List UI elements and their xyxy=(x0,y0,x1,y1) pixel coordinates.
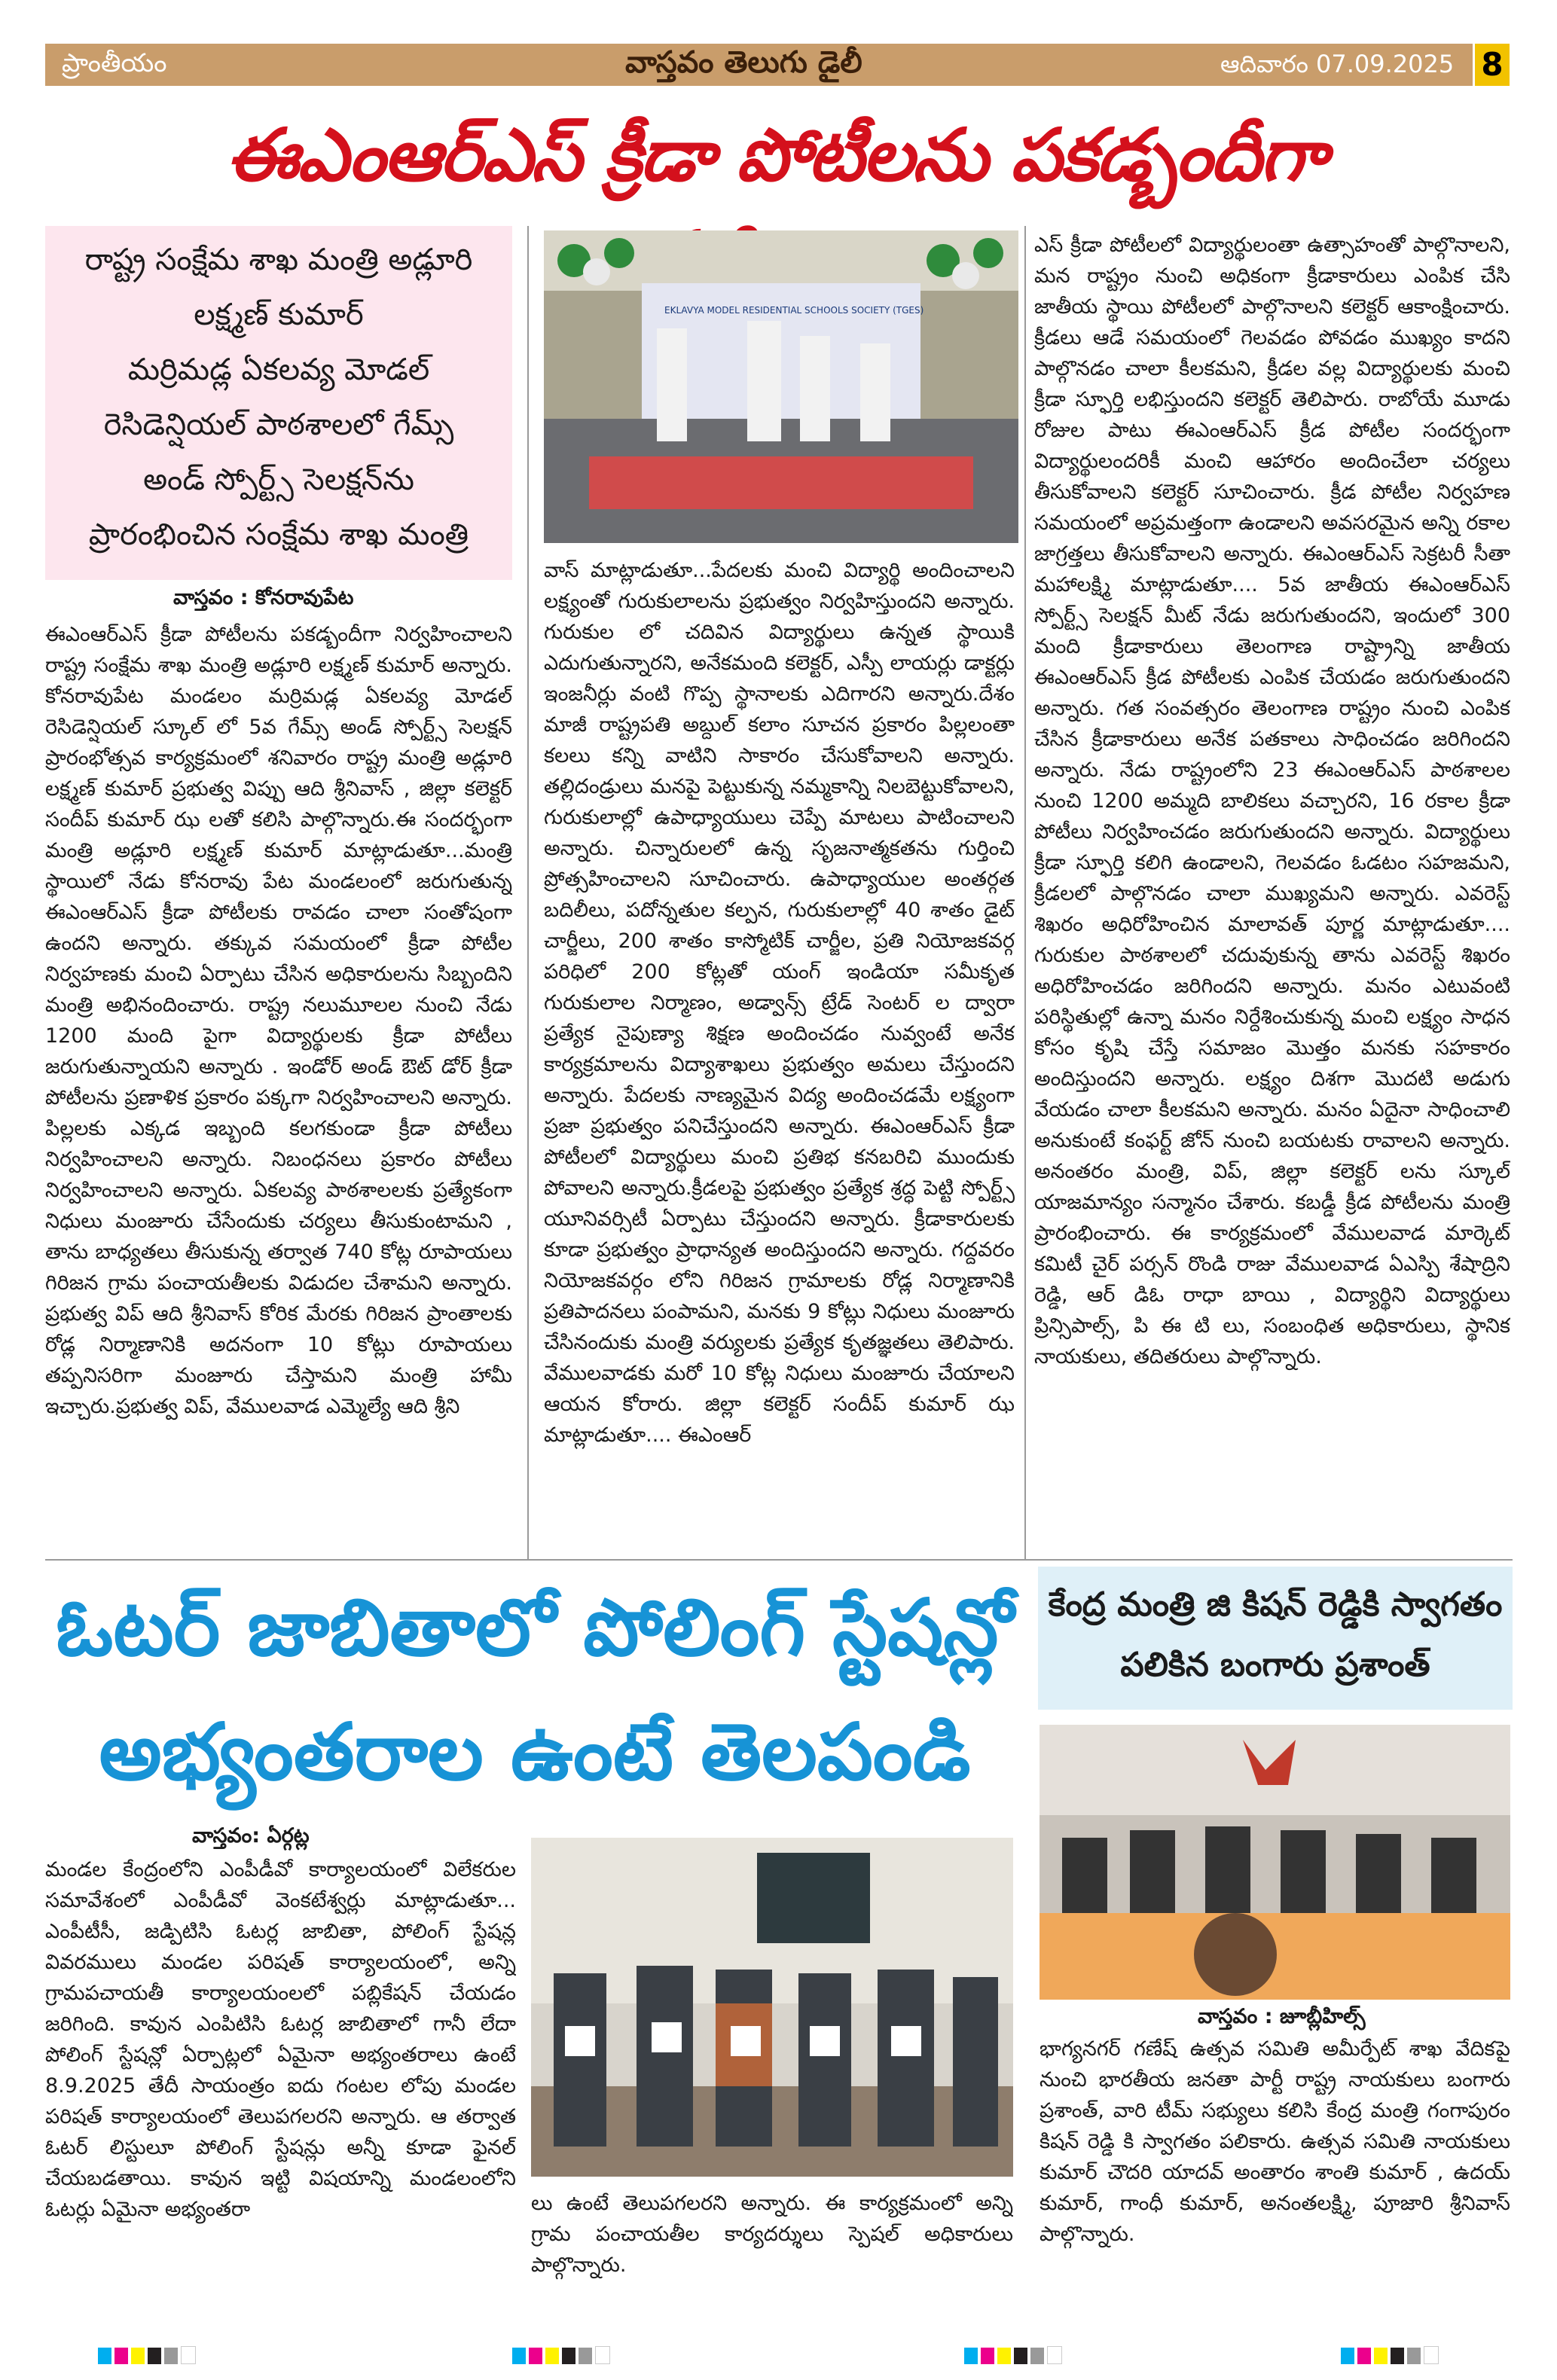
print-color-bar xyxy=(98,2346,199,2367)
print-color-bar xyxy=(964,2346,1065,2367)
subhead-line: రాష్ట్ర సంక్షేమ శాఖ మంత్రి అడ్లూరి xyxy=(84,243,473,277)
story1-column-2: వాస్ మాట్లాడుతూ...పేదలకు మంచి విద్యార్థి అందించాలని లక్ష్యంతో గురుకులాలను ప్రభుత్వం నిర్వహిస్తుందని అన్నారు. గురుకుల లో చదివిన విద్యార్థులు ఉన్నత స్థాయికి ఎదుగుతున్నారని, అనేకమంది కలెక్టర్, ఎస్పీ లాయర్లు డాక్టర్లు ఇంజనీర్లు వంటి గొప్ప స్థానాలకు ఎదిగారని అన్నారు.దేశం మాజీ రాష్ట్రపతి అబ్దుల్ కలాం సూచన ప్రకారం పిల్లలంతా కలలు కన్ని వాటిని సాకారం చేసుకోవాలని అన్నారు. తల్లిదండ్రులు మనపై పెట్టుకున్న నమ్మకాన్ని నిలబెట్టుకోవాలని, గురుకులాల్లో ఉపాధ్యాయులు చెప్పే మాటలు పాటించాలని అన్నారు. చిన్నారులలో ఉన్న సృజనాత్మకతను గుర్తించి ప్రోత్సహించాలని సూచించారు. ఉపాధ్యాయుల అంతర్గత బదిలీలు, పదోన్నతుల కల్పన, గురుకులాల్లో 40 శాతం డైట్ చార్జీలు, 200 శాతం కాస్మోటిక్ చార్జీల, ప్రతి నియోజకవర్గ పరిధిలో 200 కోట్లతో యంగ్ ఇండియా సమీకృత గురుకులాల నిర్మాణం, అడ్వాన్స్ ట్రేడ్ సెంటర్ ల ద్వారా ప్రత్యేక నైపుణ్యా శిక్షణ అందించడం నువ్వంటే అనేక కార్యక్రమాలను విద్యాశాఖలు ప్రభుత్వం అమలు చేస్తుందని అన్నారు. పేదలకు నాణ్యమైన విద్య అందించడమే లక్ష్యంగా ప్రజా ప్రభుత్వం పనిచేస్తుందని అన్నారు. ఈఎంఆర్ఎస్ క్రీడా పోటీలలో విద్యార్థులు మంచి ప్రతిభ కనబరిచి ముందుకు పోవాలని అన్నారు.క్రీడలపై ప్రభుత్వం ప్రత్యేక శ్రద్ధ పెట్టి స్పోర్ట్స్ యూనివర్సిటీ ఏర్పాటు చేస్తుందని అన్నారు. క్రీడాకారులకు కూడా ప్రభుత్వం ప్రాధాన్యత అందిస్తుందని అన్నారు. గద్దవరం నియోజకవర్గం లోని గిరిజన గ్రామాలకు రోడ్ల నిర్మాణానికి ప్రతిపాదనలు పంపామని, మనకు 9 కోట్లు నిధులు మంజూరు చేసినందుకు మంత్రి వర్యులకు ప్రత్యేక కృతజ్ఞతలు తెలిపారు. వేములవాడకు మరో 10 కోట్ల నిధులు మంజూరు చేయాలని ఆయన కోరారు. జిల్లా కలెక్టర్ సందీప్ కుమార్ ఝ మాట్లాడుతూ.... ఈఎంఆర్ xyxy=(544,559,1015,1447)
story3-dateline: వాస్తవం : జూబ్లీహిల్స్ xyxy=(1198,2005,1366,2028)
column-rule xyxy=(1024,226,1026,1559)
officials-group-image xyxy=(531,1838,1013,2177)
subhead-line: అండ్ స్పోర్ట్స్ సెలక్షన్‌ను xyxy=(143,462,414,497)
subhead-line: రెసిడెన్షియల్ పాఠశాలలో గేమ్స్ xyxy=(103,407,454,442)
print-color-bar xyxy=(512,2346,613,2367)
event-stage-image xyxy=(544,230,1018,543)
welcome-stage-image xyxy=(1040,1725,1510,2000)
issue-date: ఆదివారం 07.09.2025 xyxy=(1220,50,1455,78)
story3-headline-line2: పలికిన బంగారు ప్రశాంత్ xyxy=(1120,1646,1430,1684)
column-rule xyxy=(527,226,529,1559)
print-color-bar xyxy=(1341,2346,1442,2367)
story3-photo xyxy=(1040,1725,1510,2000)
story2-headline-line2: అభ్యంతరాల ఉంటే తెలపండి xyxy=(99,1706,971,1798)
story2-dateline: వాస్తవం: ఏర్గట్ల xyxy=(192,1824,310,1848)
newspaper-logo: వాస్తవం తెలుగు డైలీ xyxy=(625,45,862,80)
story1-column-3: ఎస్ క్రీడా పోటీలలో విద్యార్థులంతా ఉత్సాహంతో పాల్గొనాలని, మన రాష్ట్రం నుంచి అధికంగా క్రీడాకారులు ఎంపిక చేసి జాతీయ స్థాయి పోటీలలో పాల్గొనాలని కలెక్టర్ ఆకాంక్షించారు. క్రీడలు ఆడే సమయంలో గెలవడం పోవడం ముఖ్యం కాదని పాల్గొనడం చాలా కీలకమని, క్రీడల వల్ల విద్యార్థులకు మంచి క్రీడా స్ఫూర్తి లభిస్తుందని కలెక్టర్ తెలిపారు. రాబోయే మూడు రోజుల పాటు ఈఎంఆర్ఎస్ క్రీడ పోటీల సందర్భంగా విద్యార్థులందరికీ మంచి ఆహారం అందించేలా చర్యలు తీసుకోవాలని కలెక్టర్ సూచించారు. క్రీడ పోటీల నిర్వహణ సమయంలో అప్రమత్తంగా ఉండాలని అవసరమైన అన్ని రకాల జాగ్రత్తలు తీసుకోవాలని అన్నారు. ఈఎంఆర్ఎస్ సెక్రటరీ సీతా మహాలక్ష్మి మాట్లాడుతూ.... 5వ జాతీయ ఈఎంఆర్ఎస్ స్పోర్ట్స్ సెలక్షన్ మీట్ నేడు జరుగుతుందని, ఇందులో 300 మంది క్రీడాకారులు తెలంగాణ రాష్ట్రాన్ని జాతీయ ఈఎంఆర్ఎస్ క్రీడ పోటీలకు ఎంపిక చేయడం జరుగుతుందని అన్నారు. గత సంవత్సరం తెలంగాణ రాష్ట్రం నుంచి ఎంపిక చేసిన క్రీడాకారులు అనేక పతకాలు సాధించడం జరిగిందని అన్నారు. నేడు రాష్ట్రంలోని 23 ఈఎంఆర్ఎస్ పాఠశాలల నుంచి 1200 అమ్మది బాలికలు వచ్చారని, 16 రకాల క్రీడా పోటీలు నిర్వహించడం జరుగుతుందని అన్నారు. విద్యార్థులు క్రీడా స్ఫూర్తి కలిగి ఉండాలని, గెలవడం ఓడటం సహజమని, క్రీడలలో పాల్గొనడం చాలా ముఖ్యమని అన్నారు. ఎవరెస్ట్ శిఖరం అధిరోహించిన మాలావత్ పూర్ణ మాట్లాడుతూ.... గురుకుల పాఠశాలలో చదువుకున్న తాను ఎవరెస్ట్ శిఖరం అధిరోహించడం జరిగిందని అన్నారు. మనం ఎటువంటి పరిస్థితుల్లో ఉన్నా మనం నిర్దేశించుకున్న మంచి లక్ష్యం సాధన కోసం కృషి చేస్తే సమాజం మొత్తం మనకు సహకారం అందిస్తుందని అన్నారు. లక్ష్యం దిశగా మొదటి అడుగు వేయడం చాలా కీలకమని అన్నారు. మనం ఏదైనా సాధించాలి అనుకుంటే కంఫర్ట్ జోన్ నుంచి బయటకు రావాలని అన్నారు. అనంతరం మంత్రి, విప్, జిల్లా కలెక్టర్ లను స్కూల్ యాజమాన్యం సన్మానం చేశారు. కబడ్డీ క్రీడ పోటీలను మంత్రి ప్రారంభించారు. ఈ కార్యక్రమంలో వేములవాడ మార్కెట్ కమిటీ చైర్ పర్సన్ రొండి రాజు వేములవాడ ఏఎస్పి శేషాద్రిని రెడ్డి, ఆర్ డిఓ రాధా బాయి , విద్యార్థిని విద్యార్థులు ప్రిన్సిపాల్స్, పి ఈ టి లు, సంబంధిత అధికారులు, స్థానిక నాయకులు, తదితరులు పాల్గొన్నారు. xyxy=(1034,233,1510,1368)
story2-column-1: మండల కేంద్రంలోని ఎంపీడీవో కార్యాలయంలో విలేకరుల సమావేశంలో ఎంపీడీవో వెంకటేశ్వర్లు మాట్లాడుతూ... ఎంపీటీసీ, జడ్పిటిసి ఓటర్ల జాబితా, పోలింగ్ స్టేషన్ల వివరములు మండల పరిషత్ కార్యాలయంలో, అన్ని గ్రామపచాయతీ కార్యాలయంలలో పబ్లికేషన్ చేయడం జరిగింది. కావున ఎంపిటిసి ఓటర్ల జాబితాలో గానీ లేదా పోలింగ్ స్టేషన్లో ఏర్పాట్లలో ఏమైనా అభ్యంతరాలు ఉంటే 8.9.2025 తేదీ సాయంత్రం ఐదు గంటల లోపు మండల పరిషత్ కార్యాలయంలో తెలుపగలరని అన్నారు. ఆ తర్వాత ఓటర్ లిస్టులూ పోలింగ్ స్టేషన్లు అన్నీ కూడా ఫైనల్ చేయబడతాయి. కావున ఇట్టి విషయాన్ని మండలంలోని ఓటర్లు ఏమైనా అభ్యంతరా xyxy=(45,1858,516,2221)
section-label: ప్రాంతీయం xyxy=(62,48,167,78)
story1-dateline: వాస్తవం : కోనరావుపేట xyxy=(173,586,354,609)
subhead-line: ప్రారంభించిన సంక్షేమ శాఖ మంత్రి xyxy=(88,517,469,552)
story2-headline-line1: ఓటర్ జాబితాలో పోలింగ్ స్టేషన్లో xyxy=(56,1582,1014,1674)
banner-text: EKLAVYA MODEL RESIDENTIAL SCHOOLS SOCIETY (TGES) xyxy=(664,305,924,316)
story1-headline: ఈఎంఆర్ఎస్ క్రీడా పోటీలను పకడ్బందీగా xyxy=(226,113,1326,197)
story3-body: భాగ్యనగర్ గణేష్ ఉత్సవ సమితి అమీర్పేట్ శాఖ వేదికపై నుంచి భారతీయ జనతా పార్టీ రాష్ట్ర నాయకులు బంగారు ప్రశాంత్, వారి టీమ్ సభ్యులు కలిసి కేంద్ర మంత్రి గంగాపురం కిషన్ రెడ్డి కి స్వాగతం పలికారు. ఉత్సవ సమితి నాయకులు కుమార్ చౌదరి యాదవ్ అంతారం శాంతి కుమార్ , ఉదయ్ కుమార్, గాంధీ కుమార్, అనంతలక్ష్మి, పూజారి శ్రీనివాస్ పాల్గొన్నారు. xyxy=(1040,2037,1510,2246)
story2-column-2: లు ఉంటే తెలుపగలరని అన్నారు. ఈ కార్యక్రమంలో అన్ని గ్రామ పంచాయతీల కార్యదర్శులు స్పెషల్ అధికారులు పాల్గొన్నారు. xyxy=(531,2192,1013,2277)
subhead-line: లక్ష్మణ్ కుమార్ xyxy=(194,298,364,332)
story3-headline-line1: కేంద్ర మంత్రి జి కిషన్ రెడ్డికి స్వాగతం xyxy=(1048,1585,1503,1624)
story3-headline-box xyxy=(1038,1567,1513,1710)
story1-photo xyxy=(544,230,1018,543)
masthead-band xyxy=(45,44,1473,86)
page-number: 8 xyxy=(1475,44,1510,86)
story-divider xyxy=(45,1559,1513,1561)
story1-subhead-box xyxy=(45,226,512,580)
story2-photo xyxy=(531,1838,1013,2177)
story1-column-1: ఈఎంఆర్ఎస్ క్రీడా పోటీలను పకడ్బందీగా నిర్వహించాలని రాష్ట్ర సంక్షేమ శాఖ మంత్రి అడ్లూరి లక్ష్మణ్ కుమార్ అన్నారు. కోనరావుపేట మండలం మర్రిమడ్ల ఏకలవ్య మోడల్ రెసిడెన్షియల్ స్కూల్ లో 5వ గేమ్స్ అండ్ స్పోర్ట్స్ సెలక్షన్ ప్రారంభోత్సవ కార్యక్రమంలో శనివారం రాష్ట్ర మంత్రి అడ్లూరి లక్ష్మణ్ కుమార్ ప్రభుత్వ విప్పు ఆది శ్రీనివాస్ , జిల్లా కలెక్టర్ సందీప్ కుమార్ ఝ లతో కలిసి పాల్గొన్నారు.ఈ సందర్భంగా మంత్రి అడ్లూరి లక్ష్మణ్ కుమార్ మాట్లాడుతూ...మంత్రి స్థాయిలో నేడు కోనరావు పేట మండలంలో జరుగుతున్న ఈఎంఆర్ఎస్ క్రీడా పోటీలకు రావడం చాలా సంతోషంగా ఉందని అన్నారు. తక్కువ సమయంలో క్రీడా పోటీల నిర్వహణకు మంచి ఏర్పాటు చేసిన అధికారులను సిబ్బందిని మంత్రి అభినందించారు. రాష్ట్ర నలుమూలల నుంచి నేడు 1200 మంది పైగా విద్యార్థులకు క్రీడా పోటీలు జరుగుతున్నాయని అన్నారు . ఇండోర్ అండ్ ఔట్ డోర్ క్రీడా పోటీలను ప్రణాళిక ప్రకారం పక్కగా నిర్వహించాలని అన్నారు. పిల్లలకు ఎక్కడ ఇబ్బంది కలగకుండా క్రీడా పోటీలు నిర్వహించాలని అన్నారు. నిబంధనలు ప్రకారం పోటీలు నిర్వహించాలని అన్నారు. ఏకలవ్య పాఠశాలలకు ప్రత్యేకంగా నిధులు మంజూరు చేసేందుకు చర్యలు తీసుకుంటామని , తాను బాధ్యతలు తీసుకున్న తర్వాత 740 కోట్ల రూపాయలు గిరిజన గ్రామ పంచాయతీలకు విడుదల చేశామని అన్నారు. ప్రభుత్వ విప్ ఆది శ్రీనివాస్ కోరిక మేరకు గిరిజన ప్రాంతాలకు రోడ్ల నిర్మాణానికి అదనంగా 10 కోట్లు రూపాయలు తప్పనిసరిగా మంజూరు చేస్తామని మంత్రి హామీ ఇచ్చారు.ప్రభుత్వ విప్, వేములవాడ ఎమ్మెల్యే ఆది శ్రీని xyxy=(45,623,512,1418)
subhead-line: మర్రిమడ్ల ఏకలవ్య మోడల్ xyxy=(127,352,430,387)
